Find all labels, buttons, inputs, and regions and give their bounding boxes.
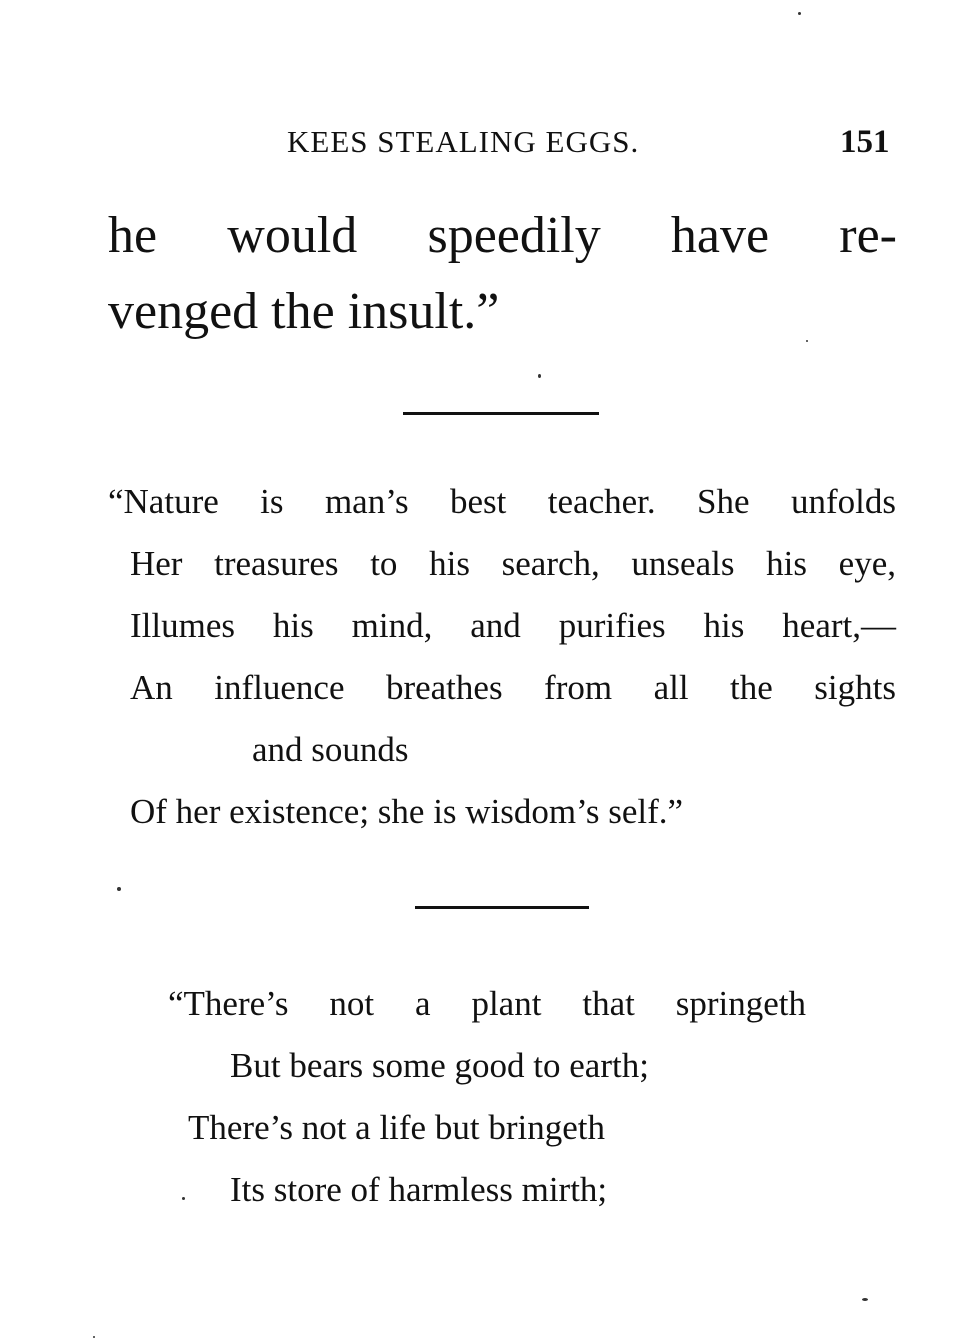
scan-speck <box>538 374 541 378</box>
scan-speck <box>806 340 808 342</box>
verse-line: “Nature is man’s best teacher. She unfolds <box>108 482 896 521</box>
verse-line: and sounds <box>252 730 409 769</box>
verse-line: Of her existence; she is wisdom’s self.” <box>130 792 684 831</box>
verse-line: An influence breathes from all the sights <box>130 668 896 707</box>
page-number: 151 <box>840 124 890 160</box>
verse-line: Its store of harmless mirth; <box>230 1170 608 1209</box>
section-rule-2 <box>415 906 589 909</box>
running-title: KEES STEALING EGGS. <box>287 124 640 159</box>
prose-line-1: he would speedily have re- <box>108 207 897 264</box>
verse-line: Illumes his mind, and purifies his heart,— <box>130 606 896 645</box>
verse-line: Her treasures to his search, unseals his eye, <box>130 544 896 583</box>
verse-line: But bears some good to earth; <box>230 1046 649 1085</box>
scan-speck <box>798 12 801 15</box>
scan-speck <box>182 1197 185 1200</box>
prose-line-2: venged the insult.” <box>108 283 500 340</box>
section-rule-1 <box>403 412 599 415</box>
scan-speck <box>93 1336 95 1338</box>
scan-speck <box>862 1298 868 1301</box>
verse-line: “There’s not a plant that springeth <box>168 984 806 1023</box>
verse-line: There’s not a life but bringeth <box>188 1108 605 1147</box>
scan-speck <box>117 887 121 891</box>
